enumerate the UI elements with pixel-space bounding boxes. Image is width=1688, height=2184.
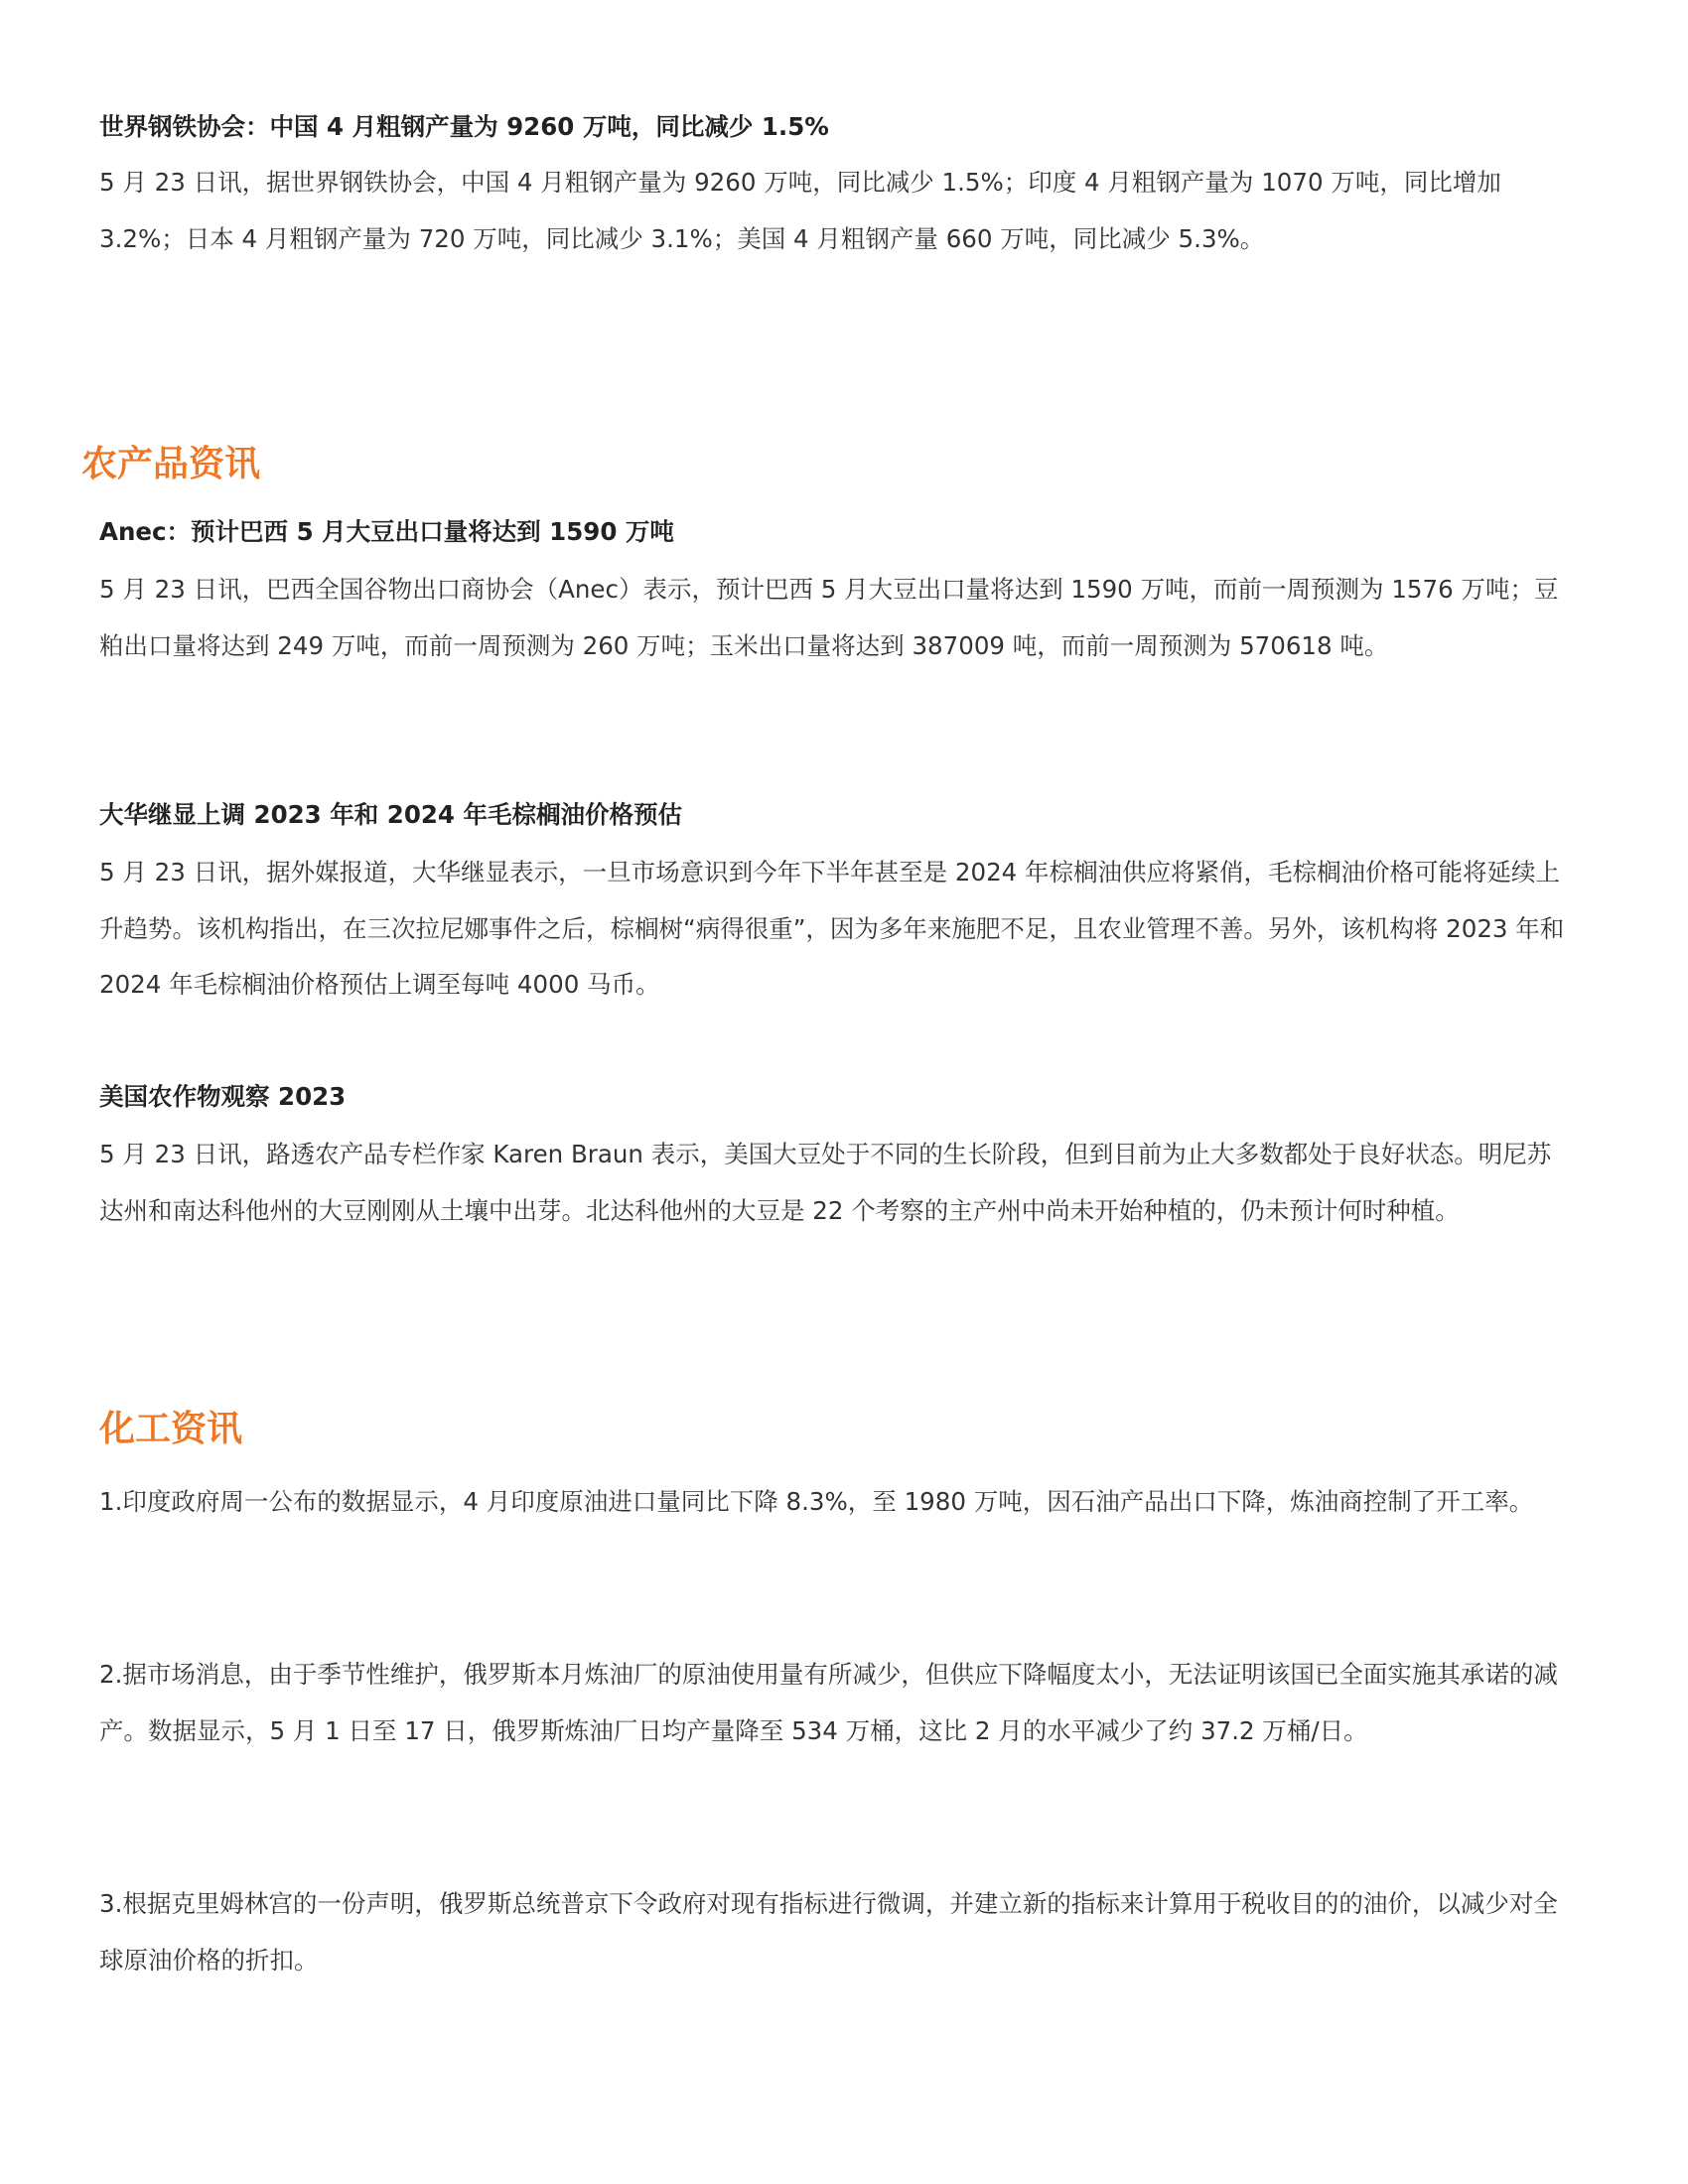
agri-news-body: 5 月 23 日讯，巴西全国谷物出口商协会（Anec）表示，预计巴西 5 月大豆出口量将达到 1590 万吨，而前一周预测为 1576 万吨；豆粕出口量将达到 249 万吨，而前一周预测为 260 万吨；玉米出口量将达到 387009 吨，而前一周预测为 570618 吨。 <box>99 575 1559 660</box>
agri-news-headline: Anec：预计巴西 5 月大豆出口量将达到 1590 万吨 <box>99 517 674 546</box>
chem-news-item-2 <box>99 1647 1569 1759</box>
agri-news-body: 5 月 23 日讯，据外媒报道，大华继显表示，一旦市场意识到今年下半年甚至是 2024 年棕榈油供应将紧俏，毛棕榈油价格可能将延续上升趋势。该机构指出，在三次拉尼娜事件之后，棕榈树“病得很重”，因为多年来施肥不足，且农业管理不善。另外，该机构将 2023 年和 2024 年毛棕榈油价格预估上调至每吨 4000 马币。 <box>99 858 1565 999</box>
agri-news-headline: 美国农作物观察 2023 <box>99 1082 347 1111</box>
chem-news-item-3 <box>99 1876 1569 1988</box>
chem-news-item-1 <box>99 1474 1569 1531</box>
steel-news-item <box>99 107 1569 267</box>
chem-section-title: 化工资讯 <box>99 1409 243 1449</box>
chem-news-paragraph: 1.印度政府周一公布的数据显示，4 月印度原油进口量同比下降 8.3%，至 1980 万吨，因石油产品出口下降，炼油商控制了开工率。 <box>99 1487 1534 1516</box>
steel-news-body: 5 月 23 日讯，据世界钢铁协会，中国 4 月粗钢产量为 9260 万吨，同比减少 1.5%；印度 4 月粗钢产量为 1070 万吨，同比增加 3.2%；日本 4 月粗钢产量为 720 万吨，同比减少 3.1%；美国 4 月粗钢产量 660 万吨，同比减少 5.3%。 <box>99 168 1501 253</box>
chem-news-paragraph: 3.根据克里姆林宫的一份声明，俄罗斯总统普京下令政府对现有指标进行微调，并建立新的指标来计算用于税收目的的油价，以减少对全球原油价格的折扣。 <box>99 1889 1558 1975</box>
agri-news-item-3 <box>99 1077 1569 1239</box>
agri-news-body: 5 月 23 日讯，路透农产品专栏作家 Karen Braun 表示，美国大豆处于不同的生长阶段，但到目前为止大多数都处于良好状态。明尼苏达州和南达科他州的大豆刚刚从土壤中出芽。北达科他州的大豆是 22 个考察的主产州中尚未开始种植的，仍未预计何时种植。 <box>99 1140 1552 1225</box>
agri-news-headline: 大华继显上调 2023 年和 2024 年毛棕榈油价格预估 <box>99 800 682 829</box>
agri-news-item-2 <box>99 795 1569 1014</box>
chem-news-paragraph: 2.据市场消息，由于季节性维护，俄罗斯本月炼油厂的原油使用量有所减少，但供应下降幅度太小，无法证明该国已全面实施其承诺的减产。数据显示，5 月 1 日至 17 日，俄罗斯炼油厂日均产量降至 534 万桶，这比 2 月的水平减少了约 37.2 万桶/日。 <box>99 1660 1558 1745</box>
agri-news-item-1 <box>99 512 1569 674</box>
agri-section-title: 农产品资讯 <box>81 444 261 484</box>
steel-news-headline: 世界钢铁协会：中国 4 月粗钢产量为 9260 万吨，同比减少 1.5% <box>99 112 829 141</box>
